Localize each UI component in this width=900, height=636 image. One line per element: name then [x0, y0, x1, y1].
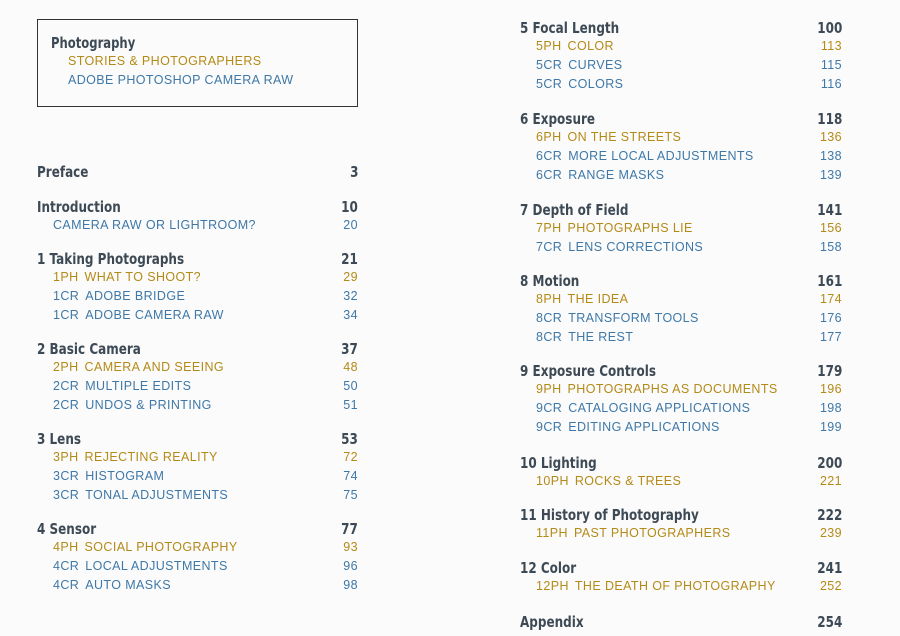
- entry-page-number: 252: [819, 579, 842, 593]
- toc-entry[interactable]: [536, 240, 842, 259]
- entry-page-number: 221: [819, 474, 842, 488]
- toc-entry[interactable]: [536, 149, 842, 168]
- chapter-title: Introduction: [37, 198, 121, 216]
- chapter-title: 6 Exposure: [520, 110, 596, 128]
- entry-page-number: 115: [820, 58, 842, 72]
- entry-code: 5PH: [536, 39, 562, 53]
- entry-label: TRANSFORM TOOLS: [568, 311, 699, 325]
- entry-page-number: 32: [343, 289, 358, 303]
- entry-label: CAMERA AND SEEING: [84, 360, 225, 374]
- entry-code: 8CR: [536, 311, 563, 325]
- chapter-heading[interactable]: [37, 250, 358, 270]
- entry-page-number: 50: [343, 379, 358, 393]
- entry-label: EDITING APPLICATIONS: [568, 420, 720, 434]
- toc-entry[interactable]: [53, 218, 358, 237]
- entry-code: 5CR: [536, 58, 563, 72]
- chapter-title: 5 Focal Length: [520, 19, 620, 37]
- entry-label: WHAT TO SHOOT?: [84, 270, 202, 284]
- chapter-title: 10 Lighting: [520, 454, 597, 472]
- chapter-heading[interactable]: [520, 201, 842, 221]
- chapter-page-number: 222: [816, 506, 842, 524]
- entry-page-number: 72: [343, 450, 358, 464]
- chapter-title: Appendix: [520, 613, 584, 631]
- legend-item-photography: STORIES & PHOTOGRAPHERS: [68, 54, 262, 68]
- chapter-title: 2 Basic Camera: [37, 340, 141, 358]
- entry-code: 1PH: [53, 270, 79, 284]
- entry-page-number: 93: [343, 540, 358, 554]
- entry-page-number: 74: [343, 469, 358, 483]
- entry-code: 3PH: [53, 450, 79, 464]
- entry-label: PAST PHOTOGRAPHERS: [573, 526, 731, 540]
- entry-label: MULTIPLE EDITS: [85, 379, 192, 393]
- entry-page-number: 138: [819, 149, 842, 163]
- toc-entry[interactable]: [53, 360, 358, 379]
- toc-chapter: [37, 198, 358, 237]
- entry-page-number: 75: [343, 488, 358, 502]
- toc-right-column: [520, 19, 842, 633]
- chapter-page-number: 77: [341, 520, 358, 538]
- toc-entry[interactable]: [53, 559, 358, 578]
- entry-label: COLORS: [568, 77, 624, 91]
- chapter-heading[interactable]: [520, 454, 842, 474]
- entry-code: 11PH: [536, 526, 568, 540]
- chapter-title: 11 History of Photography: [520, 506, 699, 524]
- entry-code: 2CR: [53, 379, 80, 393]
- entry-page-number: 113: [820, 39, 842, 53]
- entry-code: 4CR: [53, 578, 80, 592]
- entry-label: MORE LOCAL ADJUSTMENTS: [568, 149, 754, 163]
- toc-entry[interactable]: [536, 330, 842, 349]
- toc-entry[interactable]: [53, 379, 358, 398]
- toc-entry[interactable]: [53, 270, 358, 289]
- chapter-heading[interactable]: [520, 19, 842, 39]
- toc-chapter: [520, 272, 842, 349]
- chapter-heading[interactable]: [37, 430, 358, 450]
- chapter-page-number: 37: [341, 340, 358, 358]
- entry-label: THE REST: [568, 330, 634, 344]
- entry-label: CAMERA RAW OR LIGHTROOM?: [53, 218, 256, 232]
- toc-chapter: [37, 250, 358, 327]
- toc-chapter: [520, 19, 842, 96]
- entry-code: 5CR: [536, 77, 563, 91]
- chapter-page-number: 118: [816, 110, 842, 128]
- chapter-page-number: 200: [816, 454, 842, 472]
- chapter-heading[interactable]: [520, 110, 842, 130]
- entry-label: ADOBE BRIDGE: [85, 289, 186, 303]
- toc-chapter: [520, 454, 842, 493]
- entry-label: TONAL ADJUSTMENTS: [85, 488, 229, 502]
- toc-chapter: [520, 201, 842, 259]
- entry-page-number: 136: [819, 130, 842, 144]
- chapter-heading[interactable]: [520, 613, 842, 633]
- toc-entry[interactable]: [53, 398, 358, 417]
- entry-code: 1CR: [53, 289, 80, 303]
- toc-entry[interactable]: [53, 469, 358, 488]
- entry-page-number: 198: [819, 401, 842, 415]
- toc-entry[interactable]: [53, 450, 358, 469]
- entry-page-number: 116: [820, 77, 842, 91]
- chapter-page-number: 179: [816, 362, 842, 380]
- entry-code: 6PH: [536, 130, 562, 144]
- chapter-title: 4 Sensor: [37, 520, 97, 538]
- entry-code: 10PH: [536, 474, 569, 488]
- chapter-title: 9 Exposure Controls: [520, 362, 656, 380]
- entry-page-number: 199: [819, 420, 842, 434]
- entry-page-number: 174: [819, 292, 842, 306]
- toc-chapter: [37, 340, 358, 417]
- chapter-title: 12 Color: [520, 559, 577, 577]
- chapter-page-number: 21: [341, 250, 358, 268]
- chapter-title: 7 Depth of Field: [520, 201, 629, 219]
- entry-code: 2CR: [53, 398, 80, 412]
- chapter-page-number: 100: [816, 19, 842, 37]
- chapter-page-number: 161: [816, 272, 842, 290]
- entry-page-number: 156: [819, 221, 842, 235]
- chapter-heading[interactable]: [37, 340, 358, 360]
- entry-code: 2PH: [53, 360, 79, 374]
- entry-label: HISTOGRAM: [85, 469, 165, 483]
- entry-code: 12PH: [536, 579, 569, 593]
- entry-label: CURVES: [568, 58, 623, 72]
- toc-chapter: [520, 362, 842, 439]
- toc-entry[interactable]: [53, 488, 358, 507]
- entry-page-number: 96: [343, 559, 358, 573]
- chapter-page-number: 141: [816, 201, 842, 219]
- chapter-heading[interactable]: [520, 362, 842, 382]
- toc-entry[interactable]: [536, 579, 842, 598]
- toc-chapter: [520, 506, 842, 545]
- toc-entry[interactable]: [53, 308, 358, 327]
- entry-code: 9CR: [536, 420, 563, 434]
- chapter-heading[interactable]: [37, 198, 358, 218]
- toc-entry[interactable]: [536, 526, 842, 545]
- toc-chapter: [37, 520, 358, 597]
- chapter-page-number: 10: [341, 198, 358, 216]
- toc-entry[interactable]: [536, 401, 842, 420]
- toc-entry[interactable]: [536, 474, 842, 493]
- toc-entry[interactable]: [536, 420, 842, 439]
- entry-label: PHOTOGRAPHS LIE: [567, 221, 693, 235]
- entry-label: COLOR: [567, 39, 614, 53]
- entry-label: CATALOGING APPLICATIONS: [568, 401, 751, 415]
- entry-page-number: 158: [819, 240, 842, 254]
- toc-chapter: [520, 110, 842, 187]
- chapter-heading[interactable]: [520, 272, 842, 292]
- entry-label: REJECTING REALITY: [84, 450, 218, 464]
- entry-page-number: 239: [819, 526, 842, 540]
- chapter-heading[interactable]: [520, 506, 842, 526]
- entry-label: RANGE MASKS: [568, 168, 665, 182]
- entry-code: 4PH: [53, 540, 79, 554]
- entry-label: ON THE STREETS: [567, 130, 682, 144]
- entry-label: THE IDEA: [567, 292, 629, 306]
- toc-entry[interactable]: [536, 311, 842, 330]
- entry-code: 7PH: [536, 221, 562, 235]
- toc-left-column: [37, 163, 358, 597]
- entry-page-number: 98: [343, 578, 358, 592]
- entry-code: 4CR: [53, 559, 80, 573]
- entry-label: ADOBE CAMERA RAW: [85, 308, 224, 322]
- entry-label: PHOTOGRAPHS AS DOCUMENTS: [567, 382, 778, 396]
- entry-code: 6CR: [536, 168, 563, 182]
- toc-entry[interactable]: [536, 77, 842, 96]
- entry-code: 7CR: [536, 240, 563, 254]
- toc-entry[interactable]: [536, 39, 842, 58]
- toc-entry[interactable]: [536, 292, 842, 311]
- legend-item-camera-raw: ADOBE PHOTOSHOP CAMERA RAW: [68, 73, 294, 87]
- toc-chapter: [520, 613, 842, 633]
- entry-page-number: 20: [343, 218, 358, 232]
- entry-label: ROCKS & TREES: [574, 474, 682, 488]
- entry-page-number: 48: [343, 360, 358, 374]
- chapter-title: Preface: [37, 163, 89, 181]
- entry-code: 8PH: [536, 292, 562, 306]
- legend-box: [37, 19, 358, 107]
- entry-code: 3CR: [53, 469, 80, 483]
- toc-entry[interactable]: [536, 58, 842, 77]
- entry-page-number: 177: [819, 330, 842, 344]
- toc-entry[interactable]: [536, 130, 842, 149]
- entry-label: LENS CORRECTIONS: [568, 240, 704, 254]
- chapter-page-number: 3: [349, 163, 358, 181]
- entry-code: 1CR: [53, 308, 80, 322]
- entry-code: 8CR: [536, 330, 563, 344]
- toc-entry[interactable]: [536, 382, 842, 401]
- chapter-heading[interactable]: [520, 559, 842, 579]
- toc-entry[interactable]: [53, 578, 358, 597]
- chapter-page-number: 254: [816, 613, 842, 631]
- entry-label: LOCAL ADJUSTMENTS: [85, 559, 228, 573]
- chapter-title: 8 Motion: [520, 272, 580, 290]
- entry-label: AUTO MASKS: [85, 578, 171, 592]
- chapter-page-number: 241: [816, 559, 842, 577]
- entry-code: 6CR: [536, 149, 563, 163]
- chapter-title: 3 Lens: [37, 430, 81, 448]
- legend-title: Photography: [51, 34, 136, 52]
- entry-code: 9CR: [536, 401, 563, 415]
- chapter-page-number: 53: [341, 430, 358, 448]
- entry-page-number: 176: [819, 311, 842, 325]
- entry-label: THE DEATH OF PHOTOGRAPHY: [574, 579, 776, 593]
- toc-chapter: [37, 430, 358, 507]
- entry-page-number: 51: [343, 398, 358, 412]
- chapter-title: 1 Taking Photographs: [37, 250, 185, 268]
- entry-page-number: 139: [819, 168, 842, 182]
- toc-chapter: [37, 163, 358, 183]
- entry-page-number: 29: [343, 270, 358, 284]
- entry-page-number: 196: [819, 382, 842, 396]
- toc-entry[interactable]: [536, 168, 842, 187]
- toc-entry[interactable]: [536, 221, 842, 240]
- toc-entry[interactable]: [53, 289, 358, 308]
- entry-code: 3CR: [53, 488, 80, 502]
- toc-entry[interactable]: [53, 540, 358, 559]
- entry-label: SOCIAL PHOTOGRAPHY: [84, 540, 238, 554]
- entry-code: 9PH: [536, 382, 562, 396]
- chapter-heading[interactable]: [37, 163, 358, 183]
- chapter-heading[interactable]: [37, 520, 358, 540]
- entry-label: UNDOS & PRINTING: [85, 398, 212, 412]
- toc-chapter: [520, 559, 842, 598]
- entry-page-number: 34: [343, 308, 358, 322]
